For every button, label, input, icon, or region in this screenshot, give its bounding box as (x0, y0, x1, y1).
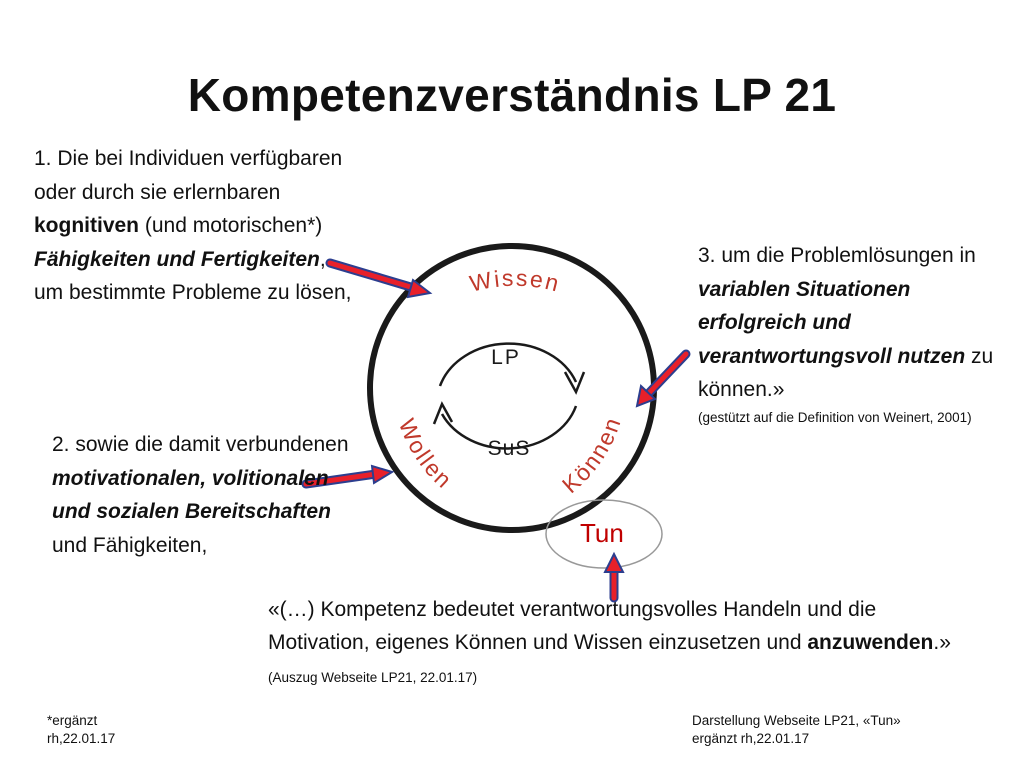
footnote-left: *ergänzt rh,22.01.17 (47, 713, 116, 746)
arrow-to-tun-icon (605, 554, 623, 598)
definition-citation: (gestützt auf die Definition von Weinert, 2001) (698, 409, 972, 425)
label-wollen: Wollen (393, 415, 459, 494)
label-tun: Tun (580, 518, 624, 548)
cycle-arrowhead-right-icon (565, 372, 584, 392)
definition-part-3: 3. um die Problemlösungen in variablen Situationen erfolgreich und verantwortungsvoll nutzen zu können.» (gestützt auf die Definition von Weinert, 2001) (698, 239, 998, 427)
label-koennen: Können (556, 412, 627, 499)
definition-part-2: 2. sowie die damit verbundenen motivationalen, volitionalen und sozialen Bereitschaften und Fähigkeiten, (52, 433, 349, 557)
label-wissen: Wissen (467, 264, 564, 297)
label-sus: SuS (487, 437, 531, 460)
lp21-quote: «(…) Kompetenz bedeutet verantwortungsvolles Handeln und die Motivation, eigenes Können und Wissen einzusetzen und anzuwenden.» (Auszug Webseite LP21, 22.01.17) (268, 598, 951, 685)
quote-source: (Auszug Webseite LP21, 22.01.17) (268, 670, 478, 685)
footnote-right: Darstellung Webseite LP21, «Tun» ergänzt rh,22.01.17 (692, 713, 901, 746)
label-lp: LP (491, 346, 521, 369)
slide-title: Kompetenzverständnis LP 21 (187, 69, 837, 121)
definition-part-1: 1. Die bei Individuen verfügbaren oder durch sie erlernbaren kognitiven (und motorischen*) Fähigkeiten und Fertigkeiten, um bestimmte Probleme zu lösen, (34, 147, 352, 304)
arrow-to-koennen-icon (637, 354, 686, 406)
